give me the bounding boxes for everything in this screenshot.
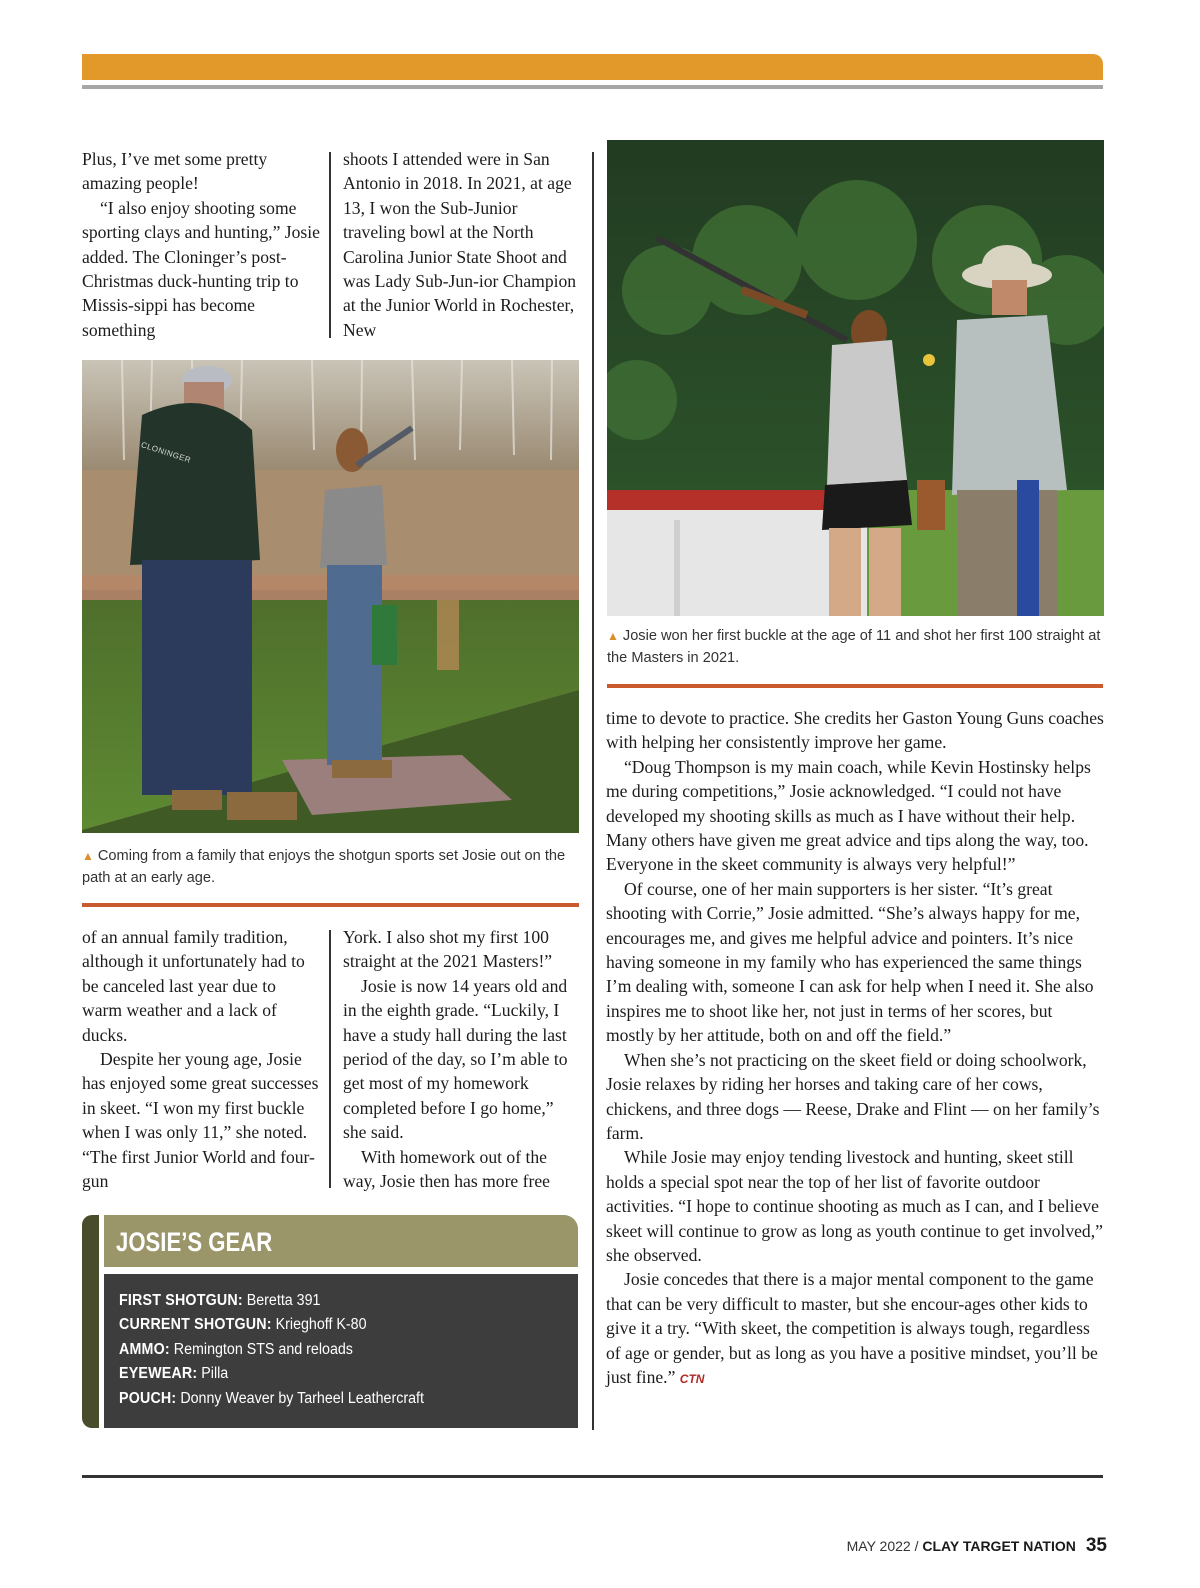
caption-triangle-icon: ▲ (82, 849, 94, 863)
gear-item-value: Pilla (197, 1365, 229, 1383)
gear-box-body (104, 1274, 578, 1428)
photo-josie-with-coach (82, 360, 579, 833)
article-column-2-bottom (343, 925, 579, 1193)
column-divider (592, 152, 594, 1430)
gear-item-label: FIRST SHOTGUN: (119, 1292, 243, 1309)
paragraph: While Josie may enjoy tending livestock and hunting, skeet still holds a special spot near the top of her list of favorite outdoor activities. “I hope to continue shooting as much as I can, and I believe skeet will continue to grow as long as youth continue to get involved,” she observed. (606, 1147, 1103, 1265)
hoodie-logo-text: CLONINGER (139, 440, 193, 465)
footer-page-number: 35 (1085, 1535, 1107, 1556)
paragraph: Of course, one of her main supporters is her sister. “It’s great shooting with Corrie,” Josie admitted. “She’s always happy for me, encourages me, and gives me helpful advice and pointers. It’s nice having someone in my family who has experienced the same things I’m dealing with, someone I can ask for help when I need it. She also inspires me to shoot like her, not just in terms of her scores, but mostly by her attitude, both on and off the field.” (606, 878, 1094, 1046)
caption-rule-right (607, 684, 1103, 688)
gear-item-label: CURRENT SHOTGUN: (119, 1316, 272, 1334)
caption-text: Josie won her first buckle at the age of 11 and shot her first 100 straight at the Masters in 2021. (607, 628, 1101, 666)
gear-item-value: Krieghoff K-80 (271, 1316, 367, 1334)
gear-item (119, 1387, 424, 1411)
article-column-1-top (82, 147, 320, 342)
gear-item (119, 1313, 424, 1337)
article-column-2-top (343, 147, 579, 342)
paragraph: With homework out of the way, Josie then has more free (343, 1146, 550, 1192)
gear-item-label: EYEWEAR: (119, 1365, 198, 1383)
article-column-3 (606, 706, 1104, 1391)
paragraph: “Doug Thompson is my main coach, while Kevin Hostinsky helps me during competitions,” Josie acknowledged. “I could not have developed my shooting skills as much as I have without their help. Many others have given me great advice and tips along the way, too. Everyone in the skeet community is always very helpful!” (606, 756, 1091, 875)
gear-item (119, 1289, 424, 1313)
paragraph: When she’s not practicing on the skeet field or doing schoolwork, Josie relaxes by riding her horses and taking care of her cows, chickens, and three dogs — Reese, Drake and Flint — on her family’s farm. (606, 1049, 1100, 1143)
photo-caption-right (607, 625, 1104, 669)
paragraph-text: Josie concedes that there is a major mental component to the game that can be very difficult to master, but she encour-ages other kids to give it a try. “With skeet, the competition is always tough, regardless of age or gender, but as long as you have a positive mindset, you’ll be just fine.” (606, 1269, 1098, 1387)
gear-item-value: Remington STS and reloads (169, 1340, 353, 1358)
photo-illustration (607, 140, 1104, 616)
footer-magazine: CLAY TARGET NATION (922, 1538, 1076, 1554)
gear-item-label: AMMO: (119, 1340, 170, 1358)
paragraph: York. I also shot my first 100 straight at the 2021 Masters!” (343, 927, 553, 972)
end-mark-logo: CTN (679, 1371, 705, 1386)
gear-item-value: Beretta 391 (242, 1292, 321, 1309)
column-divider (329, 152, 331, 338)
header-rule (82, 85, 1103, 89)
article-column-1-bottom (82, 925, 320, 1193)
gear-box-side-bar (82, 1215, 99, 1428)
caption-text: Coming from a family that enjoys the shotgun sports set Josie out on the path at an early age. (82, 848, 566, 886)
paragraph: “I also enjoy shooting some sporting clays and hunting,” Josie added. The Cloninger’s post-Christmas duck-hunting trip to Missis-sippi has become something (82, 197, 320, 340)
column-divider (329, 930, 331, 1188)
gear-item (119, 1338, 424, 1362)
caption-triangle-icon: ▲ (607, 629, 619, 643)
footer-issue: MAY 2022 / (846, 1538, 923, 1554)
paragraph: Despite her young age, Josie has enjoyed some great successes in skeet. “I won my first buckle when I was only 11,” she noted. “The first Junior World and four-gun (82, 1049, 319, 1192)
header-accent-bar (82, 54, 1103, 80)
paragraph: Josie is now 14 years old and in the eighth grade. “Luckily, I have a study hall during the last period of the day, so I’m able to get most of my homework completed before I go home,” she said. (343, 975, 568, 1143)
gear-item-label: POUCH: (119, 1389, 177, 1407)
paragraph: Plus, I’ve met some pretty amazing people! (82, 149, 268, 194)
gear-box-title: JOSIE’S GEAR (116, 1227, 273, 1257)
page-footer (780, 1535, 1107, 1557)
paragraph: time to devote to practice. She credits her Gaston Young Guns coaches with helping her consistently improve her game. (606, 708, 1104, 753)
photo-caption-left (82, 845, 582, 889)
paragraph (606, 1267, 1104, 1391)
photo-illustration (82, 360, 579, 833)
photo-josie-shooting-masters (607, 140, 1104, 616)
paragraph: of an annual family tradition, although it unfortunately had to be canceled last year due to warm weather and a lack of ducks. (82, 927, 305, 1045)
footer-rule (82, 1475, 1103, 1478)
gear-item (119, 1362, 424, 1386)
gear-item-value: Donny Weaver by Tarheel Leathercraft (176, 1389, 424, 1407)
caption-rule-left (82, 903, 579, 907)
gear-box-header (104, 1215, 578, 1267)
paragraph: shoots I attended were in San Antonio in 2018. In 2021, at age 13, I won the Sub-Junior traveling bowl at the North Carolina Junior State Shoot and was Lady Sub-Jun-ior Champion at the Junior World in Rochester, New (343, 149, 577, 340)
